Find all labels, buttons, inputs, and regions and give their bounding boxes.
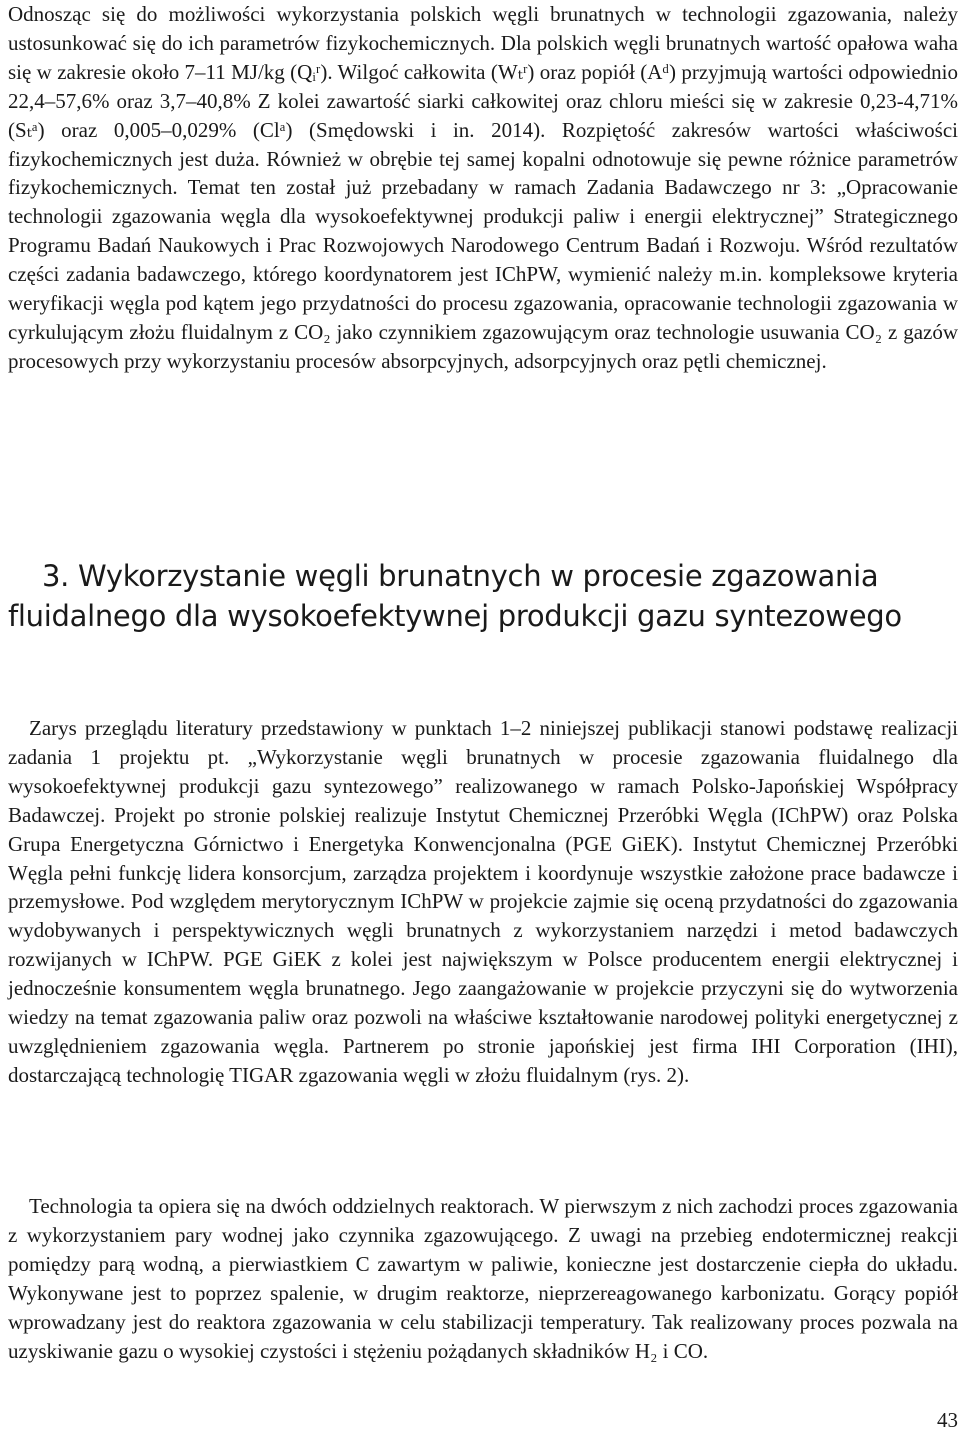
paragraph-coal-parameters: Odnosząc się do możliwości wykorzystania polskich węgli brunatnych w technologii zgazowania, należy ustosunkować się do ich parametrów fizykochemicznych. Dla polskich węgli brunatnych wartość opałowa waha się w zakresie około 7–11 MJ/kg (Qᵢʳ). Wilgoć całkowita (Wₜʳ) oraz popiół (Aᵈ) przyjmują wartości odpowiednio 22,4–57,6% oraz 3,7–40,8% Z kolei zawartość siarki całkowitej oraz chloru mieści się w zakresie 0,23-4,71% (Sₜᵃ) oraz 0,005–0,029% (Clᵃ) (Smędowski i in. 2014). Rozpiętość zakresów wartości właściwości fizykochemicznych jest duża. Również w obrębie tej samej kopalni odnotowuje się pewne różnice parametrów fizykochemicznych. Temat ten został już przebadany w ramach Zadania Badawczego nr 3: „Opracowanie technologii zgazowania węgla dla wysokoefektywnej produkcji paliw i energii elektrycznej” Strategicznego Programu Badań Naukowych i Prac Rozwojowych Narodowego Centrum Badań i Rozwoju. Wśród rezultatów części zadania badawczego, którego koordynatorem jest IChPW, wymienić należy m.in. kompleksowe kryteria weryfikacji węgla pod kątem jego przydatności do procesu zgazowania, opracowanie technologii zgazowania w cyrkulującym złożu fluidalnym z CO₂ jako czynnikiem zgazowującym oraz technologie usuwania CO₂ z gazów procesowych przy wykorzystaniu procesów absorpcyjnych, adsorpcyjnych oraz pętli chemicznej.: [8, 2, 958, 373]
page-number: 43: [937, 1408, 958, 1432]
section-heading: 3. Wykorzystanie węgli brunatnych w procesie zgazowania fluidalnego dla wysokoefektywnej produkcji gazu syntezowego: [8, 559, 902, 633]
paragraph-technology: Technologia ta opiera się na dwóch oddzielnych reaktorach. W pierwszym z nich zachodzi proces zgazowania z wykorzystaniem pary wodnej jako czynnika zgazowującego. Z uwagi na przebieg endotermicznej reakcji pomiędzy parą wodną, a pierwiastkiem C zawartym w paliwie, konieczne jest dostarczenie ciepła do układu. Wykonywane jest to poprzez spalenie, w drugim reaktorze, nieprzereagowanego karbonizatu. Gorący popiół wprowadzany jest do reaktora zgazowania w celu stabilizacji temperatury. Tak realizowany proces pozwala na uzyskiwanie gazu o wysokiej czystości i stężeniu pożądanych składników H₂ i CO.: [8, 1194, 958, 1363]
paragraph-project-overview: Zarys przeglądu literatury przedstawiony w punktach 1–2 niniejszej publikacji stanowi podstawę realizacji zadania 1 projektu pt. „Wykorzystanie węgli brunatnych w procesie zgazowania fluidalnego dla wysokoefektywnej produkcji gazu syntezowego” realizowanego w ramach Polsko-Japońskiej Współpracy Badawczej. Projekt po stronie polskiej realizuje Instytut Chemicznej Przeróbki Węgla (IChPW) oraz Polska Grupa Energetyczna Górnictwo i Energetyka Konwencjonalna (PGE GiEK). Instytut Chemicznej Przeróbki Węgla pełni funkcję lidera konsorcjum, zarządza projektem i koordynuje wszystkie założone prace badawcze i przemysłowe. Pod względem merytorycznym IChPW w projekcie zajmie się oceną przydatności do zgazowania wydobywanych i perspektywicznych węgli brunatnych z wykorzystaniem narzędzi i metod badawczych rozwijanych w IChPW. PGE GiEK z kolei jest największym w Polsce producentem energii elektrycznej i jednocześnie konsumentem węgla brunatnego. Jego zaangażowanie w projekcie przyczyni się do wytworzenia wiedzy na temat zgazowania paliw oraz pozwoli na właściwe kształtowanie narodowej polityki energetycznej z uwzględnieniem zgazowania węgla. Partnerem po stronie japońskiej jest firma IHI Corporation (IHI), dostarczającą technologię TIGAR zgazowania węgli w złożu fluidalnym (rys. 2).: [8, 716, 958, 1087]
